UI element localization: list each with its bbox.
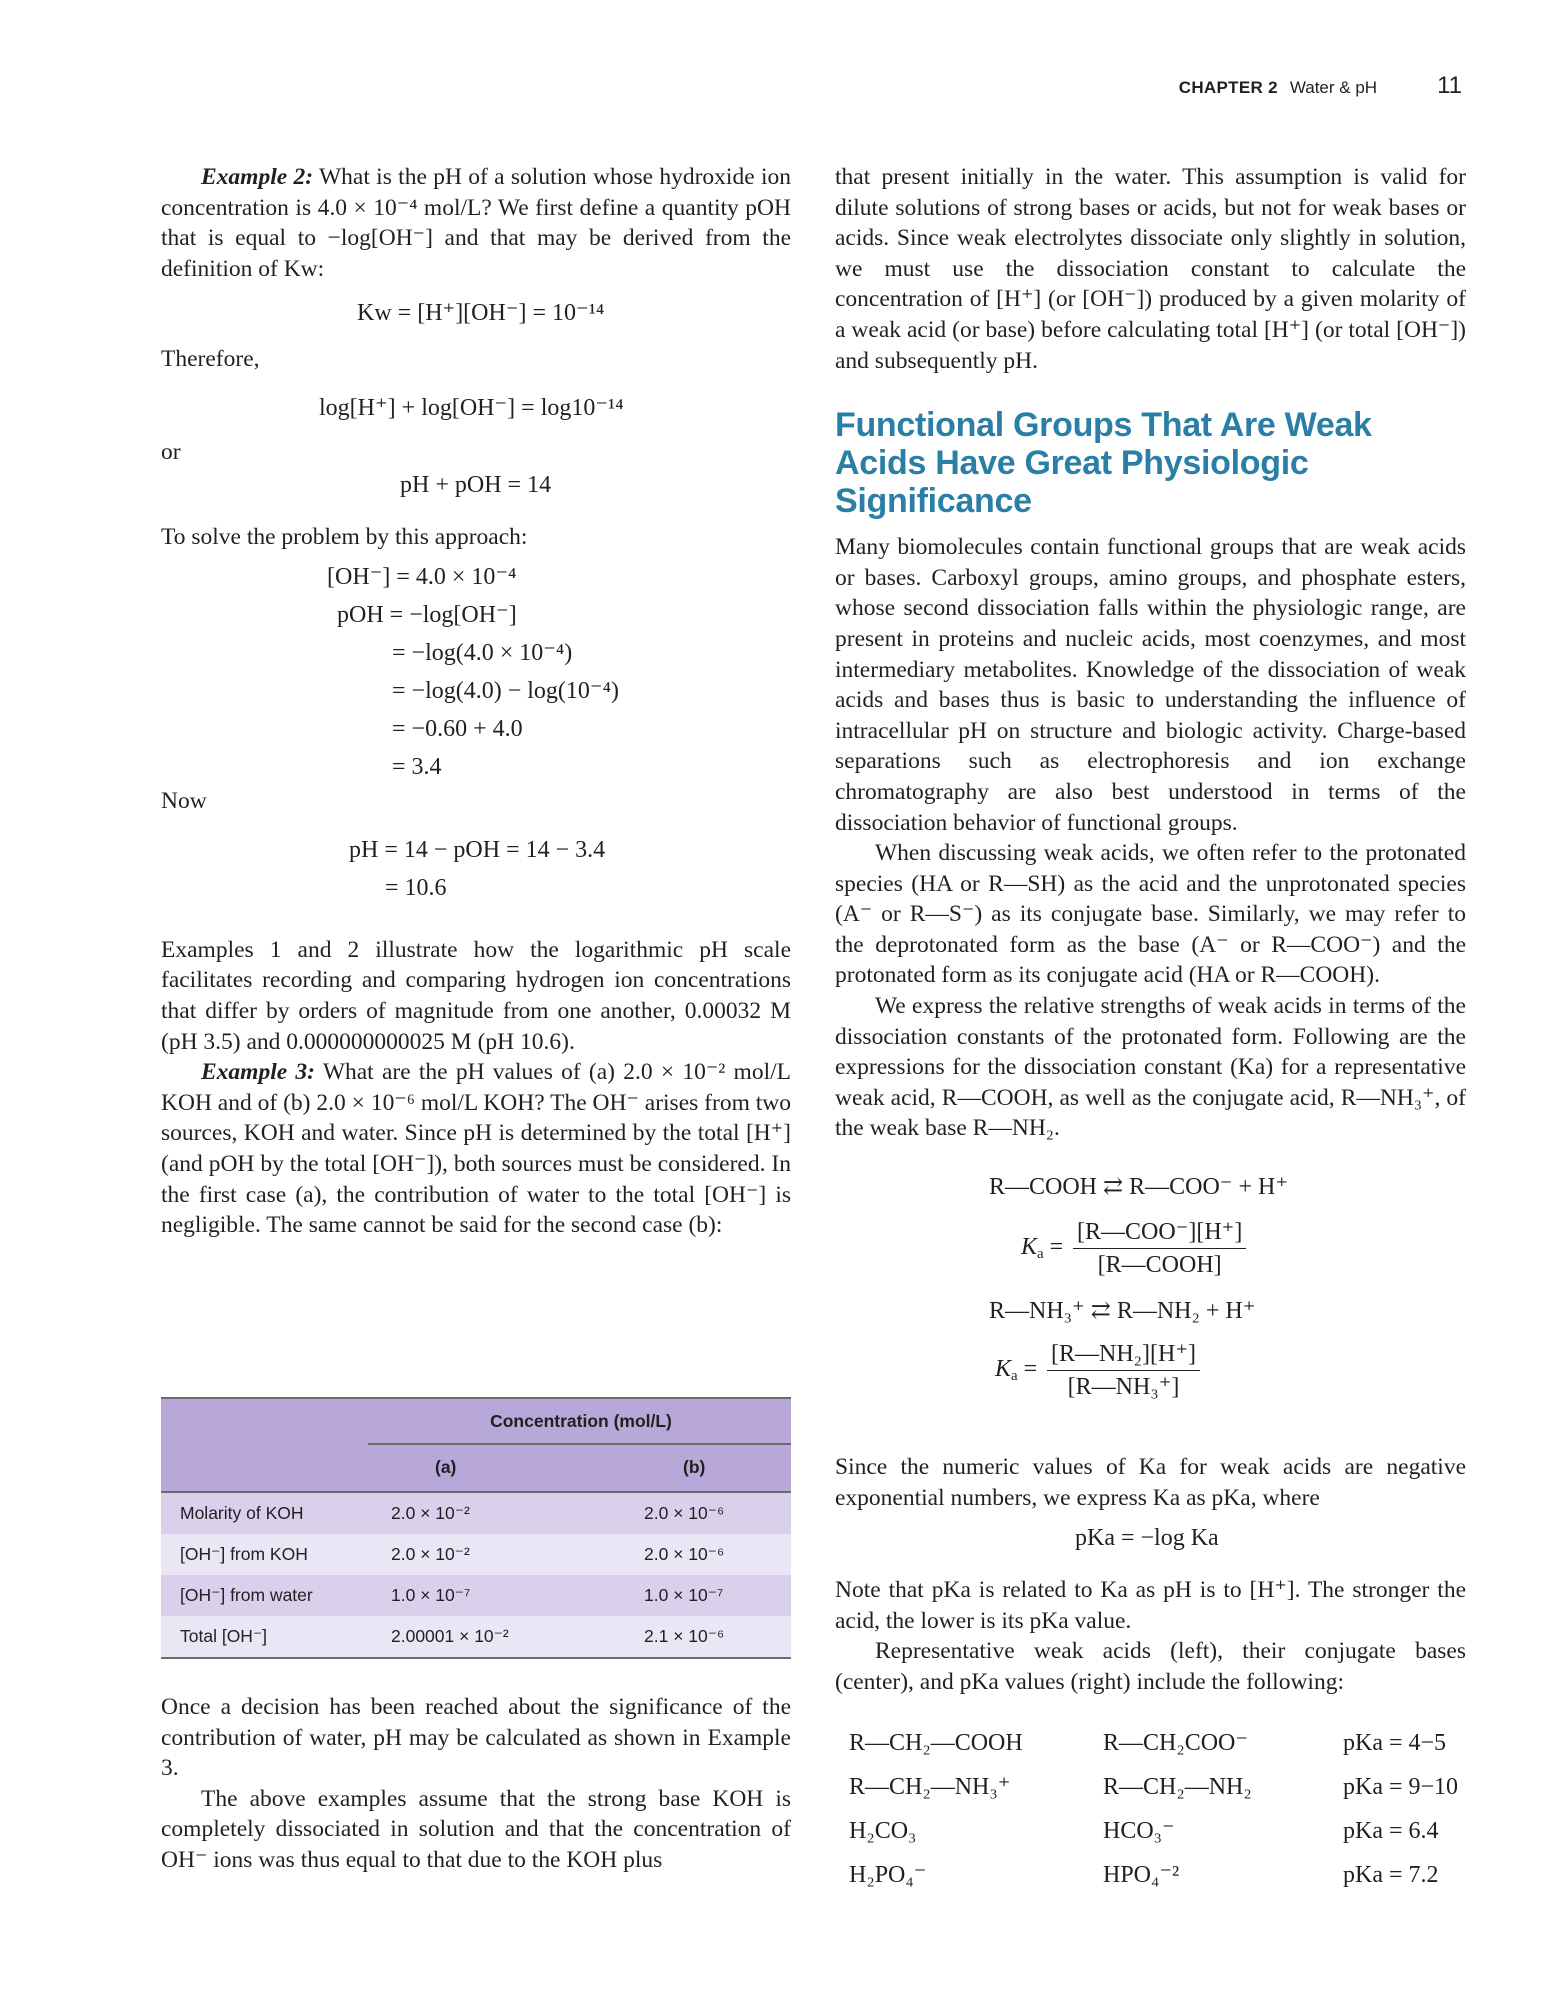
example-2-label: Example 2: <box>201 164 314 190</box>
representative-paragraph: Representative weak acids (left), their conjugate bases (center), and pKa values (right) include the following: <box>835 1638 1466 1695</box>
base-4: HPO₄⁻² <box>1103 1861 1180 1888</box>
acid-3: H₂CO₃ <box>849 1817 917 1844</box>
example-2-text: What is the pH of a solution whose hydroxide ion concentration is 4.0 × 10⁻⁴ mol/L? We first define a quantity pOH that is equal to −log[OH⁻] and that may be derived from the definition of Kw: <box>161 164 791 282</box>
left-column <box>161 162 791 1241</box>
pka-equation: pKa = −log Ka <box>1075 1525 1219 1552</box>
cell-a: 2.00001 × 10⁻² <box>391 1626 509 1646</box>
base-1: R—CH₂COO⁻ <box>1103 1729 1249 1756</box>
approach-label: To solve the problem by this approach: <box>161 523 528 550</box>
pka-3: pKa = 6.4 <box>1343 1817 1439 1844</box>
pka-2: pKa = 9−10 <box>1343 1773 1459 1800</box>
log-equation-row <box>161 375 791 435</box>
sum-equation: pH + pOH = 14 <box>400 471 552 498</box>
amino-dissociation-equation: R—NH₃⁺ ⇄ R—NH₂ + H⁺ <box>989 1298 1256 1325</box>
table-subheader-row <box>161 1445 791 1493</box>
cell-a: 1.0 × 10⁻⁷ <box>391 1585 471 1605</box>
step-4: = −log(4.0) − log(10⁻⁴) <box>392 678 619 705</box>
right-column <box>835 162 1466 1894</box>
left-column-bottom <box>161 1692 791 1876</box>
cell-b: 1.0 × 10⁻⁷ <box>644 1585 724 1605</box>
above-paragraph: The above examples assume that the strong base KOH is completely dissociated in solution and that the concentration of OH⁻ ions was thus equal to that due to the KOH plus <box>161 1785 791 1873</box>
table-row <box>161 1575 791 1616</box>
row-label: Molarity of KOH <box>180 1503 304 1523</box>
now-label: Now <box>161 788 207 815</box>
weak-acids-list <box>835 1714 1466 1894</box>
once-paragraph: Once a decision has been reached about the significance of the contribution of water, pH may be calculated as shown in Example 3. <box>161 1694 791 1782</box>
row-label: [OH⁻] from KOH <box>180 1544 308 1564</box>
cell-b: 2.0 × 10⁻⁶ <box>644 1503 725 1523</box>
cell-a: 2.0 × 10⁻² <box>391 1503 470 1523</box>
example-2-paragraph <box>161 162 791 284</box>
ph-result-row <box>161 817 791 913</box>
ka-symbol: $K_a$ = <box>1021 1234 1064 1263</box>
therefore-label: Therefore, <box>161 346 260 373</box>
note-paragraph: Note that pKa is related to Ka as pH is to [H⁺]. The stronger the acid, the lower is its pKa value. <box>835 1577 1466 1634</box>
row-label: [OH⁻] from water <box>180 1585 313 1605</box>
example-3-text: What are the pH values of (a) 2.0 × 10⁻² mol/L KOH and of (b) 2.0 × 10⁻⁶ mol/L KOH? The OH⁻ arises from two sources, KOH and water. Since pH is determined by the total [H⁺] (and pOH by the total [OH⁻]), both sources must be considered. In the first case (a), the contribution of water to the total [OH⁻] is negligible. The same cannot be said for the second case (b): <box>161 1059 791 1239</box>
ka-amino-denominator: [R—NH₃⁺] <box>1067 1374 1180 1401</box>
example-3-label: Example 3: <box>201 1059 315 1086</box>
ph-result-2: = 10.6 <box>385 874 447 901</box>
kw-equation: Kw = [H⁺][OH⁻] = 10⁻¹⁴ <box>357 300 605 327</box>
table-header-row <box>161 1399 791 1445</box>
pka-equation-row <box>835 1513 1466 1565</box>
section-label: Water & pH <box>1289 78 1378 97</box>
pka-4: pKa = 7.2 <box>1343 1861 1439 1888</box>
ka-carboxyl-fraction <box>1073 1216 1246 1281</box>
kw-equation-row <box>161 290 791 344</box>
log-equation: log[H⁺] + log[OH⁻] = log10⁻¹⁴ <box>319 394 624 421</box>
step-3: = −log(4.0 × 10⁻⁴) <box>392 640 573 667</box>
sum-equation-row <box>161 468 791 510</box>
continued-paragraph: that present initially in the water. This assumption is valid for dilute solutions of strong bases or acids, but not for weak bases or acids. Since weak electrolytes dissociate only slightly in solution, we must use the dissociation constant to calculate the concentration of [H⁺] (or [OH⁻]) produced by a given molarity of a weak acid (or base) before calculating total [H⁺] (or total [OH⁻]) and subsequently pH. <box>835 164 1466 374</box>
step-2: pOH = −log[OH⁻] <box>337 602 517 629</box>
pka-1: pKa = 4−5 <box>1343 1729 1447 1756</box>
cell-b: 2.1 × 10⁻⁶ <box>644 1626 725 1646</box>
example-3-paragraph <box>161 1057 791 1241</box>
weak-acids-paragraph: When discussing weak acids, we often refer to the protonated species (HA or R—SH) as the acid and the unprotonated species (A⁻ or R—S⁻) as its conjugate base. Similarly, we may refer to the deprotonated form as the base (A⁻ or R—COO⁻) and the protonated form as its conjugate acid (HA or R—COOH). <box>835 840 1466 989</box>
page-number: 11 <box>1437 72 1462 99</box>
step-1: [OH⁻] = 4.0 × 10⁻⁴ <box>327 564 517 591</box>
table-caption: Concentration (mol/L) <box>490 1411 672 1431</box>
examples-paragraph: Examples 1 and 2 illustrate how the logarithmic pH scale facilitates recording and comparing hydrogen ion concentrations that differ by orders of magnitude from one another, 0.00032 M (pH 3.5) and 0.000000000025 M (pH 10.6). <box>161 936 791 1055</box>
cell-b: 2.0 × 10⁻⁶ <box>644 1544 725 1564</box>
pka-definition-paragraph: Since the numeric values of Ka for weak acids are negative exponential numbers, we express Ka as pKa, where <box>835 1454 1466 1511</box>
or-label: or <box>161 438 181 465</box>
table-row <box>161 1534 791 1575</box>
step-5: = −0.60 + 4.0 <box>392 716 523 743</box>
column-a-header: (a) <box>435 1457 457 1477</box>
ka-carboxyl-numerator: [R—COO⁻][H⁺] <box>1073 1216 1246 1249</box>
chapter-label: CHAPTER 2 <box>1178 78 1278 97</box>
row-label: Total [OH⁻] <box>180 1626 268 1646</box>
ka-carboxyl-denominator: [R—COOH] <box>1097 1252 1222 1279</box>
ka-amino-numerator: [R—NH₂][H⁺] <box>1047 1338 1200 1371</box>
table-row <box>161 1493 791 1534</box>
carboxyl-dissociation-equation: R—COOH ⇄ R—COO⁻ + H⁺ <box>989 1174 1289 1201</box>
step-6: = 3.4 <box>392 754 442 781</box>
table-row <box>161 1616 791 1657</box>
ka-equations <box>835 1154 1466 1404</box>
base-3: HCO₃⁻ <box>1103 1817 1175 1844</box>
ph-result-1: pH = 14 − pOH = 14 − 3.4 <box>349 836 606 863</box>
acid-1: R—CH₂—COOH <box>849 1729 1023 1756</box>
solution-steps <box>161 556 791 781</box>
dissociation-paragraph: We express the relative strengths of weak acids in terms of the dissociation constants of the protonated form. Following are the expressions for the dissociation constant (Ka) for a representative weak acid, R—COOH, as well as the conjugate acid, R—NH₃⁺, of the weak base R—NH₂. <box>835 993 1466 1142</box>
column-b-header: (b) <box>683 1457 706 1477</box>
biomolecules-paragraph: Many biomolecules contain functional groups that are weak acids or bases. Carboxyl groups, amino groups, and phosphate esters, whose second dissociation falls within the physiologic range, are present in proteins and nucleic acids, most coenzymes, and most intermediary metabolites. Knowledge of the dissociation of weak acids and bases thus is basic to understanding the influence of intracellular pH on structure and biologic activity. Charge-based separations such as electrophoresis and ion exchange chromatography are also best understood in terms of the dissociation behavior of functional groups. <box>835 534 1466 836</box>
base-2: R—CH₂—NH₂ <box>1103 1773 1252 1800</box>
koh-concentration-table <box>161 1397 791 1659</box>
ka-symbol: $K_a$ = <box>995 1356 1038 1385</box>
acid-4: H₂PO₄⁻ <box>849 1861 927 1888</box>
running-header <box>1179 72 1462 100</box>
cell-a: 2.0 × 10⁻² <box>391 1544 470 1564</box>
section-heading: Functional Groups That Are Weak Acids Have Great Physiologic Significance <box>835 406 1372 521</box>
acid-2: R—CH₂—NH₃⁺ <box>849 1773 1011 1800</box>
ka-amino-fraction <box>1047 1338 1200 1403</box>
